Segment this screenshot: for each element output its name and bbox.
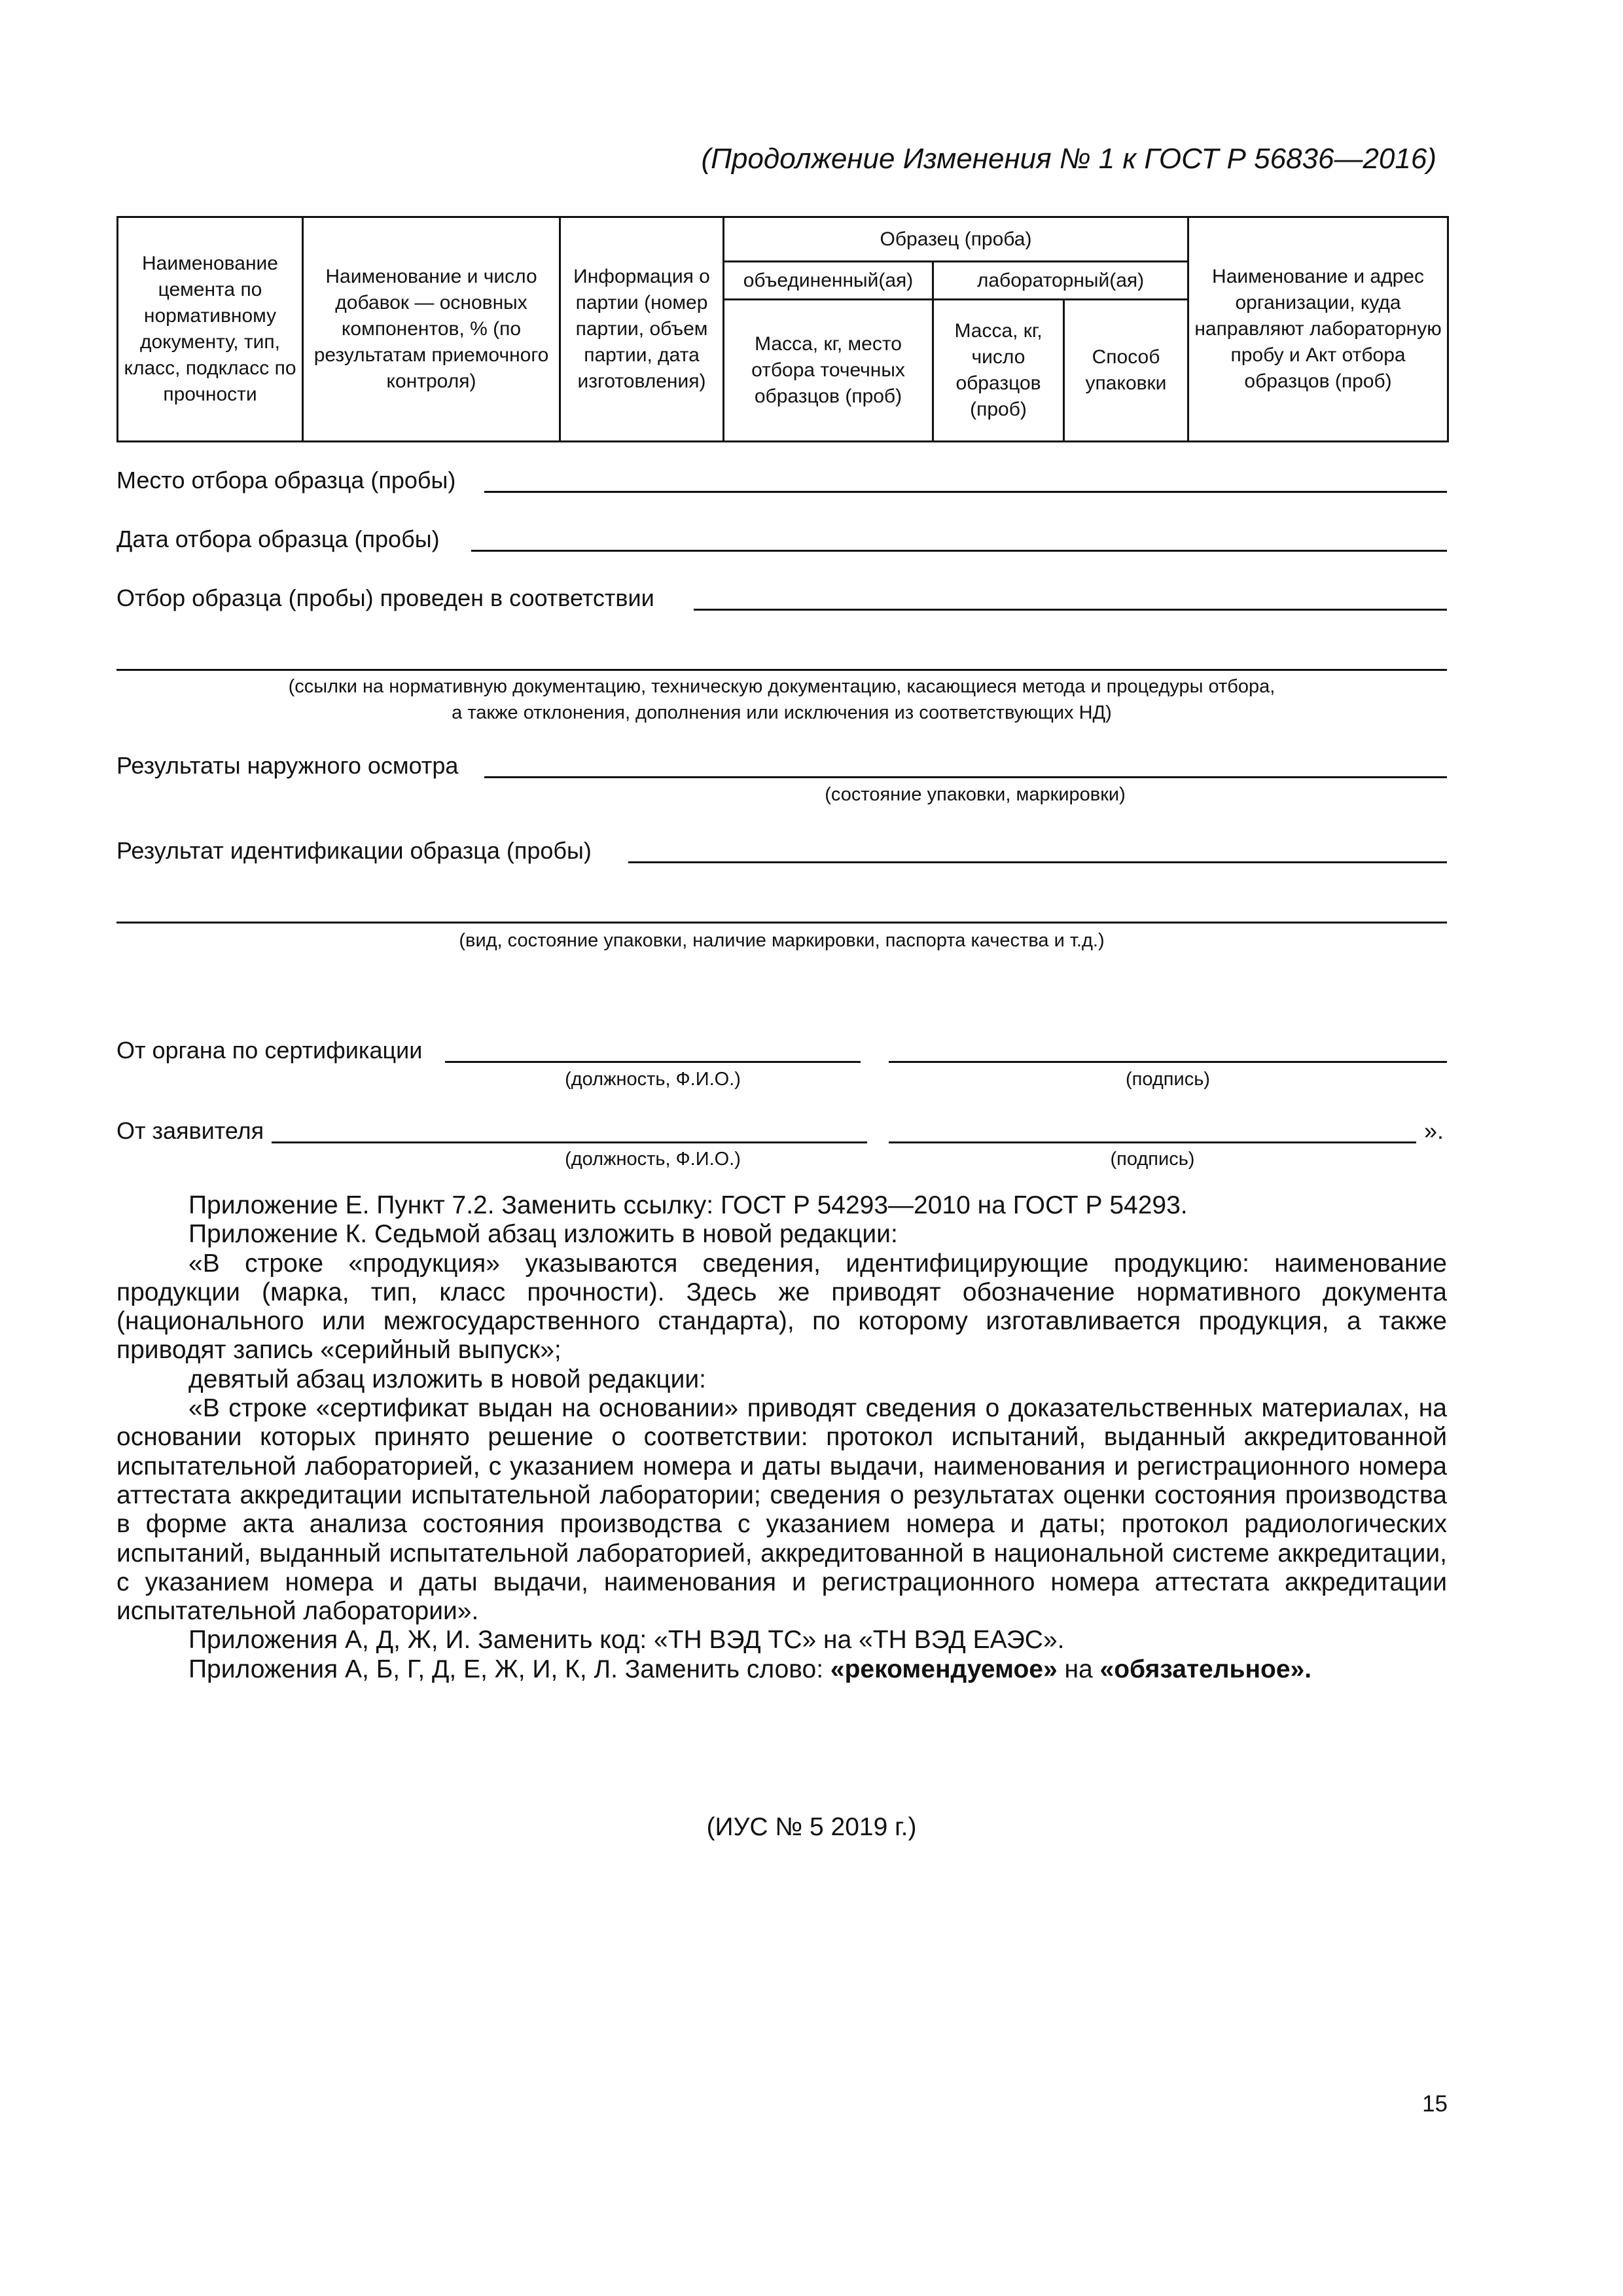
column-additives: Наименование и число добавок — основных компонентов, % (по результатам приемочного контроля) xyxy=(303,217,560,442)
column-packing: Способ упаковки xyxy=(1064,300,1188,442)
identification-field[interactable] xyxy=(628,861,1447,863)
old-word: «рекомендуемое» xyxy=(830,1655,1058,1683)
cert-body-signature-hint: (подпись) xyxy=(1126,1069,1210,1090)
paragraph: Приложение Е. Пункт 7.2. Заменить ссылку: ГОСТ Р 54293—2010 на ГОСТ Р 54293. xyxy=(188,1191,1188,1219)
conformity-field-continued[interactable] xyxy=(116,669,1447,671)
identification-label: Результат идентификации образца (пробы) xyxy=(116,837,592,864)
paragraph: Приложение К. Седьмой абзац изложить в новой редакции: xyxy=(188,1220,898,1249)
identification-field-continued[interactable] xyxy=(116,922,1447,924)
date-field[interactable] xyxy=(471,550,1447,552)
applicant-signature-hint: (подпись) xyxy=(1110,1149,1195,1170)
applicant-signature-field[interactable] xyxy=(889,1141,1416,1143)
applicant-position-hint: (должность, Ф.И.О.) xyxy=(565,1149,741,1170)
column-laboratory: лабораторный(ая) xyxy=(933,262,1188,300)
cert-body-position-field[interactable] xyxy=(445,1061,861,1063)
cert-body-position-hint: (должность, Ф.И.О.) xyxy=(565,1069,741,1090)
document-continuation-header: (Продолжение Изменения № 1 к ГОСТ Р 56836—2016) xyxy=(701,143,1436,175)
paragraph: девятый абзац изложить в новой редакции: xyxy=(188,1365,706,1393)
sample-table xyxy=(116,216,1449,442)
column-sample-group: Образец (проба) xyxy=(724,217,1188,262)
inspection-hint: (состояние упаковки, маркировки) xyxy=(825,784,1126,805)
place-field[interactable] xyxy=(484,491,1447,493)
new-word: «обязательное». xyxy=(1099,1655,1312,1683)
applicant-label: От заявителя xyxy=(116,1117,264,1144)
conformity-label: Отбор образца (пробы) проведен в соответствии xyxy=(116,584,654,611)
column-batch-info: Информация о партии (номер партии, объем партии, дата изготовления) xyxy=(560,217,724,442)
column-mass-place: Масса, кг, место отбора точечных образцов (проб) xyxy=(724,300,933,442)
page-number: 15 xyxy=(1422,2091,1448,2117)
amendment-text xyxy=(116,1191,1447,1684)
text-span: на xyxy=(1057,1655,1100,1683)
date-label: Дата отбора образца (пробы) xyxy=(116,526,440,552)
identification-hint: (вид, состояние упаковки, наличие маркировки, паспорта качества и т.д.) xyxy=(459,930,1105,951)
place-label: Место отбора образца (пробы) xyxy=(116,467,456,493)
text-span: Приложения А, Б, Г, Д, Е, Ж, И, К, Л. Заменить слово: xyxy=(188,1655,830,1683)
cert-body-label: От органа по сертификации xyxy=(116,1037,423,1064)
ius-reference: (ИУС № 5 2019 г.) xyxy=(706,1813,917,1841)
conformity-hint-line1: (ссылки на нормативную документацию, техническую документацию, касающиеся метода и процедуры отбора, xyxy=(288,676,1275,697)
paragraph: «В строке «продукция» указываются сведения, идентифицирующие продукцию: наименование продукции (марка, тип, класс прочности). Здесь же приводят обозначение нормативного документа (национального или межгосударственного стандарта), по которому изготавливается продукция, а также приводят запись «серийный выпуск»; xyxy=(116,1249,1447,1365)
column-cement-name: Наименование цемента по нормативному документу, тип, класс, подкласс по прочности xyxy=(118,217,303,442)
inspection-field[interactable] xyxy=(484,776,1447,778)
closing-quote: ». xyxy=(1424,1117,1444,1144)
applicant-position-field[interactable] xyxy=(272,1141,867,1143)
inspection-label: Результаты наружного осмотра xyxy=(116,752,459,779)
column-mass-count: Масса, кг, число образцов (проб) xyxy=(933,300,1064,442)
paragraph: Приложения А, Д, Ж, И. Заменить код: «ТН ВЭД ТС» на «ТН ВЭД ЕАЭС». xyxy=(188,1626,1065,1655)
paragraph xyxy=(116,1655,1447,1684)
conformity-field[interactable] xyxy=(694,609,1447,611)
paragraph: «В строке «сертификат выдан на основании» приводят сведения о доказательственных материалах, на основании которых принято решение о соответствии: протокол испытаний, выданный аккредитованной испытательной лабораторией, с указанием номера и даты выдачи, наименования и регистрационного номера аттестата аккредитации испытательной лаборатории; сведения о результатах оценки состояния производства в форме акта анализа состояния производства с указанием номера и даты; протокол радиологических испытаний, выданный испытательной лабораторией, аккредитованной в национальной системе аккредитации, с указанием номера и даты выдачи, наименования и регистрационного номера аттестата аккредитации испытательной лаборатории». xyxy=(116,1394,1447,1626)
cert-body-signature-field[interactable] xyxy=(889,1061,1447,1063)
column-organization: Наименование и адрес организации, куда направляют лабораторную пробу и Акт отбора образцов (проб) xyxy=(1188,217,1448,442)
conformity-hint-line2: а также отклонения, дополнения или исключения из соответствующих НД) xyxy=(452,702,1112,723)
column-combined: объединенный(ая) xyxy=(724,262,933,300)
